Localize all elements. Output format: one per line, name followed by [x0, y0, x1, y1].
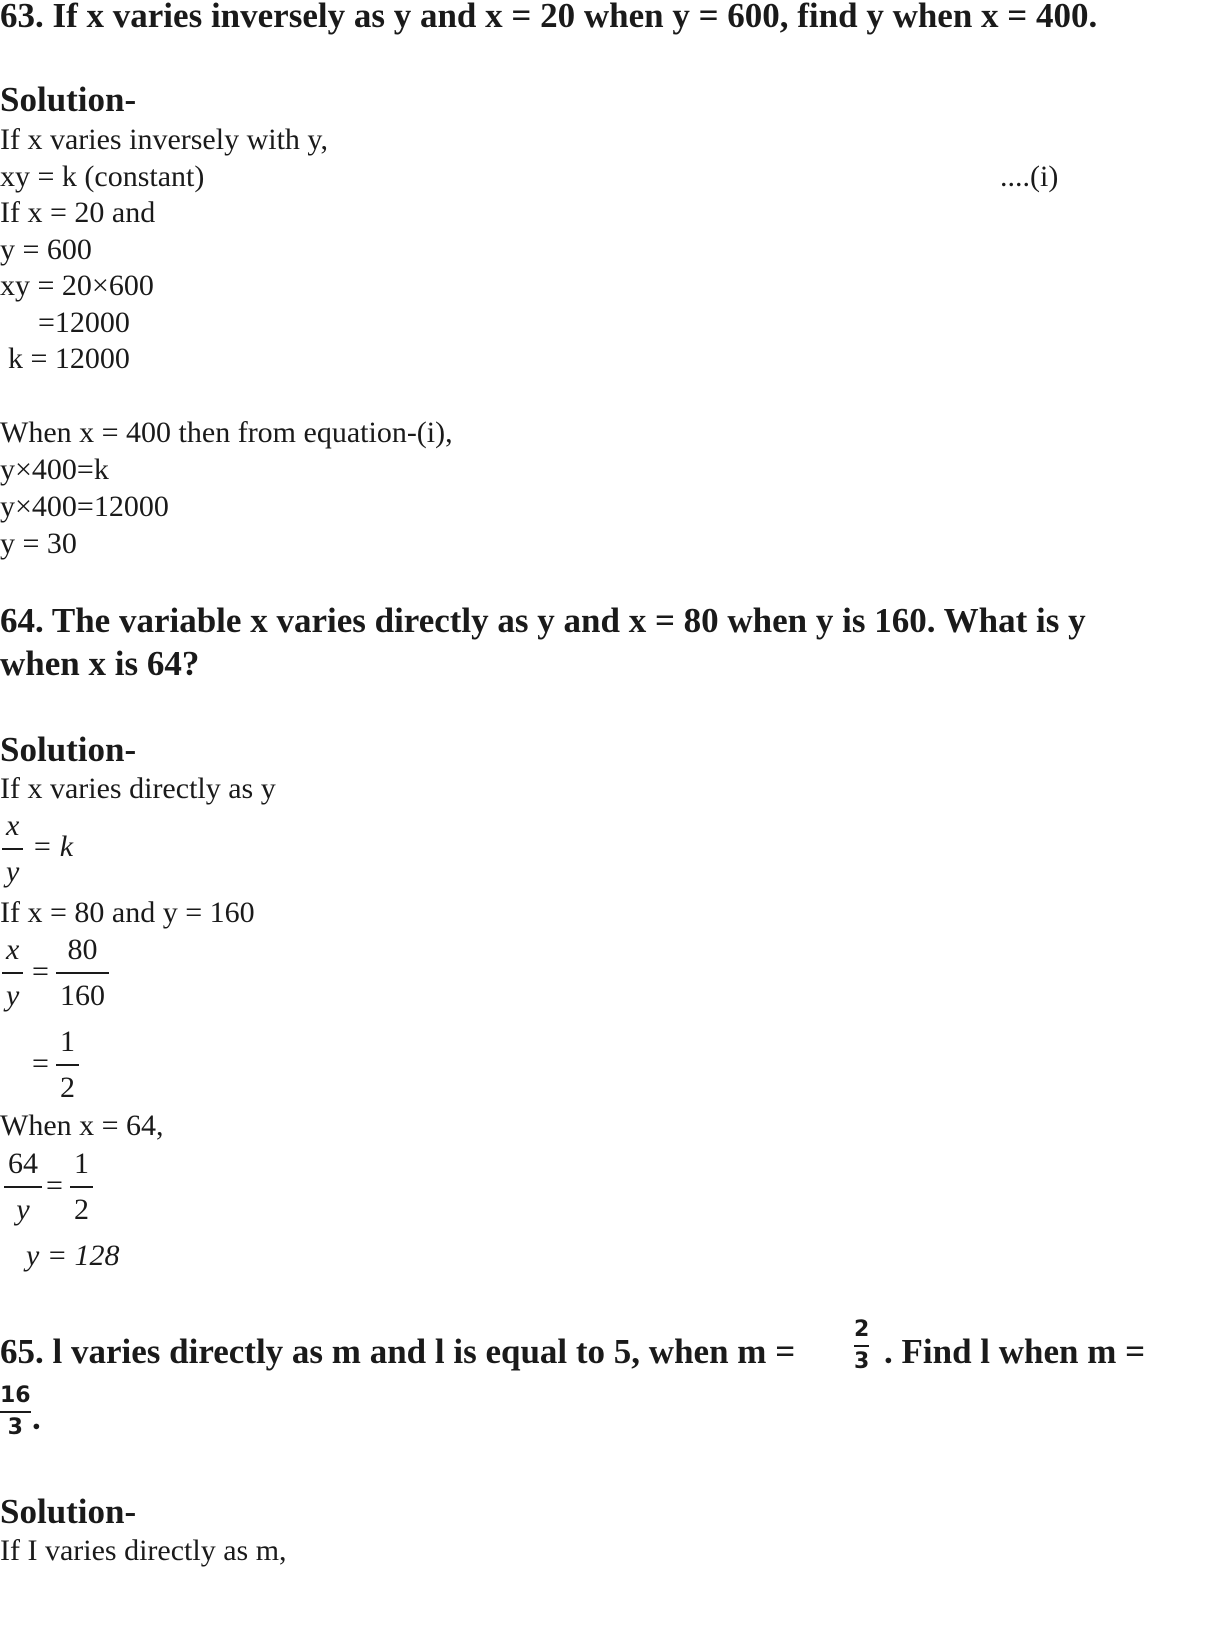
answer-64: y = 128 — [26, 1239, 120, 1272]
solution-63-line: If x = 20 and — [0, 196, 156, 229]
denominator: 3 — [854, 1349, 870, 1374]
denominator: 160 — [60, 979, 105, 1012]
fraction-2-over-3 — [854, 1318, 869, 1374]
question-64-line2: when x is 64? — [0, 644, 200, 683]
equals-sign: = — [46, 1169, 63, 1202]
denominator: 3 — [7, 1415, 23, 1440]
solution-64-line: If x = 80 and y = 160 — [0, 896, 255, 929]
solution-63-line: y = 600 — [0, 233, 92, 266]
fraction-x-over-y — [2, 932, 23, 1014]
solution-63-line: y×400=k — [0, 453, 109, 486]
solution-63-line: When x = 400 then from equation-(i), — [0, 416, 453, 449]
denominator: y — [6, 855, 20, 888]
fraction-bar — [854, 1345, 869, 1347]
solution-63-line: xy = k (constant) — [0, 160, 205, 193]
question-65-part1: 65. l varies directly as m and l is equal to 5, when m = — [0, 1332, 796, 1371]
question-63: 63. If x varies inversely as y and x = 20 when y = 600, find y when x = 400. — [0, 0, 1098, 35]
question-64-line1: 64. The variable x varies directly as y and x = 80 when y is 160. What is y — [0, 601, 1086, 640]
fraction-x-over-y — [2, 808, 23, 890]
solution-63-line: k = 12000 — [8, 342, 130, 375]
numerator: 80 — [67, 933, 98, 966]
denominator: 2 — [74, 1193, 89, 1226]
solution-63-line: y = 30 — [0, 527, 77, 560]
numerator: 1 — [60, 1025, 75, 1058]
equals-sign: = — [32, 1047, 49, 1080]
equals-k: = k — [32, 830, 74, 863]
numerator: 1 — [74, 1147, 89, 1180]
numerator: 64 — [8, 1147, 38, 1180]
question-65-part2: . Find l when m = — [884, 1332, 1146, 1371]
fraction-bar — [0, 1411, 31, 1413]
question-65-period: . — [32, 1398, 41, 1437]
numerator: 2 — [854, 1317, 870, 1342]
denominator: y — [6, 979, 20, 1012]
denominator: y — [16, 1193, 30, 1226]
equals-sign: = — [32, 955, 49, 988]
solution-63-line: xy = 20×600 — [0, 269, 154, 302]
solution-heading-63: Solution- — [0, 80, 137, 119]
solution-63-line: If x varies inversely with y, — [0, 123, 328, 156]
solution-65-line: If I varies directly as m, — [0, 1534, 287, 1567]
numerator: x — [6, 809, 20, 842]
fraction-16-over-3 — [0, 1384, 31, 1440]
equation-ref-i: ....(i) — [1000, 160, 1059, 193]
solution-63-line: y×400=12000 — [0, 490, 169, 523]
fraction-1-over-2 — [70, 1146, 93, 1228]
numerator: x — [6, 933, 20, 966]
fraction-1-over-2 — [56, 1024, 79, 1106]
solution-heading-65: Solution- — [0, 1492, 137, 1531]
numerator: 16 — [0, 1383, 31, 1408]
fraction-80-over-160 — [56, 932, 109, 1014]
denominator: 2 — [60, 1071, 75, 1104]
solution-64-line: If x varies directly as y — [0, 772, 276, 805]
solution-heading-64: Solution- — [0, 730, 137, 769]
fraction-64-over-y — [4, 1146, 42, 1228]
solution-63-line: =12000 — [38, 306, 130, 339]
solution-64-line: When x = 64, — [0, 1109, 164, 1142]
